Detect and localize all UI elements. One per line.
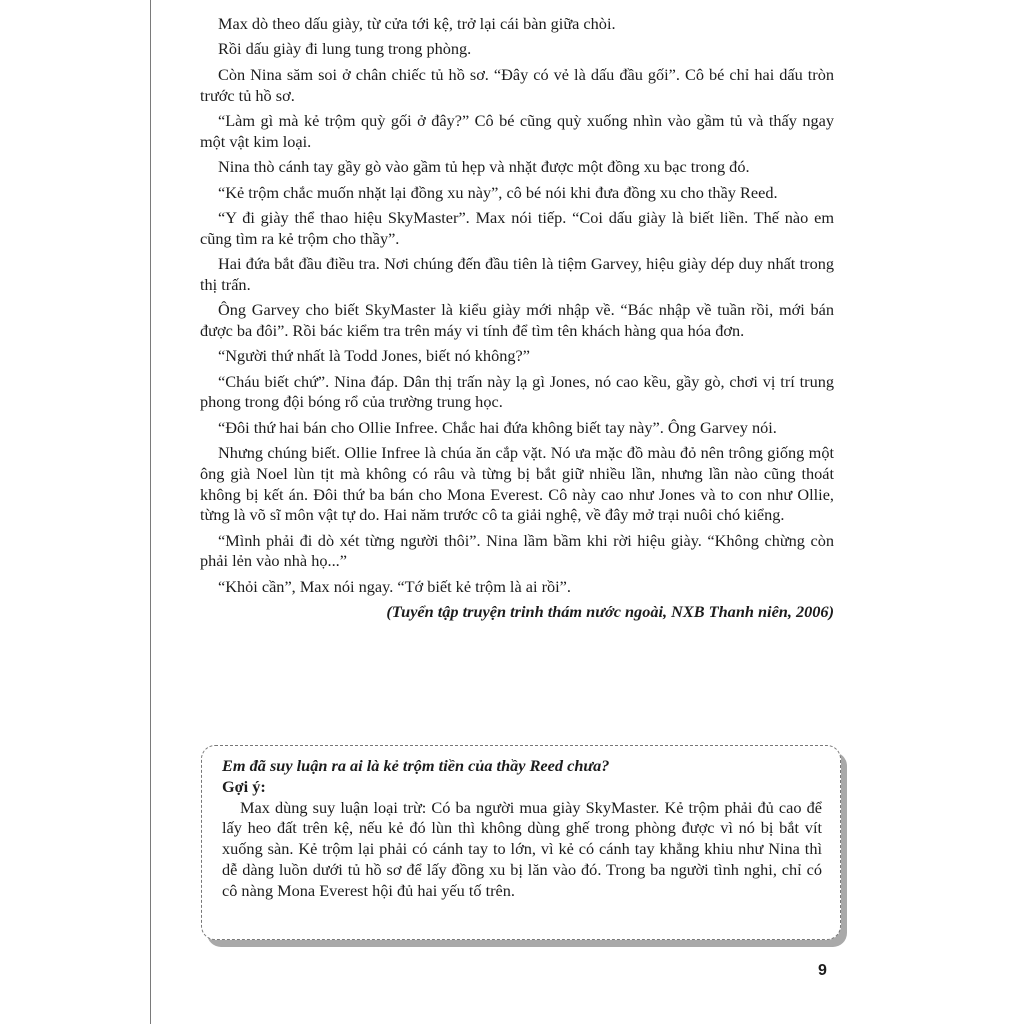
story-paragraph-13: Nhưng chúng biết. Ollie Infree là chúa ăn cắp vặt. Nó ưa mặc đồ màu đỏ nên trông giống một ông già Noel lùn tịt mà không có râu và từng bị bắt giữ nhiều lần, nhưng lần nào cũng thoát không bị kết án. Đôi thứ ba bán cho Mona Everest. Cô này cao như Jones và to con như Ollie, từng là võ sĩ môn vật tự do. Hai năm trước cô ta giải nghệ, về đây mở trại nuôi chó kiểng. [200, 443, 834, 525]
page-number: 9 [818, 962, 827, 979]
story-paragraph-8: Hai đứa bắt đầu điều tra. Nơi chúng đến đầu tiên là tiệm Garvey, hiệu giày dép duy nhất trong thị trấn. [200, 254, 834, 294]
story-paragraph-2: Rồi dấu giày đi lung tung trong phòng. [218, 39, 472, 59]
story-paragraph-6: “Kẻ trộm chắc muốn nhặt lại đồng xu này”, cô bé nói khi đưa đồng xu cho thầy Reed. [218, 182, 778, 202]
hint-body: Max dùng suy luận loại trừ: Có ba người mua giày SkyMaster. Kẻ trộm phải đủ cao để lấy heo đất trên kệ, nếu kẻ đó lùn thì không dùng ghế trong phòng được vì nó bị bắt vít xuống sàn. Kẻ trộm lại phải có cánh tay to lớn, vì kẻ có cánh tay khẳng khiu như Nina thì dễ dàng luồn dưới tủ hồ sơ để lấy đồng xu bị lăn vào đó. Trong ba người tình nghi, chỉ có cô nàng Mona Everest hội đủ hai yếu tố trên. [222, 797, 822, 900]
story-paragraph-14: “Mình phải đi dò xét từng người thôi”. Nina lầm bầm khi rời hiệu giày. “Không chừng còn phải lẻn vào nhà họ...” [200, 530, 834, 571]
story-paragraph-7: “Y đi giày thể thao hiệu SkyMaster”. Max nói tiếp. “Coi dấu giày là biết liền. Thế nào em cũng tìm ra kẻ trộm cho thầy”. [200, 208, 834, 248]
hint-question: Em đã suy luận ra ai là kẻ trộm tiền của thầy Reed chưa? [222, 756, 610, 775]
story-paragraph-11: “Cháu biết chứ”. Nina đáp. Dân thị trấn này lạ gì Jones, nó cao kều, gầy gò, chơi vị trí trung phong trong đội bóng rổ của trường trung học. [200, 371, 834, 412]
story-paragraph-9: Ông Garvey cho biết SkyMaster là kiểu giày mới nhập về. “Bác nhập về tuần rồi, mới bán được ba đôi”. Rồi bác kiểm tra trên máy vi tính để tìm tên khách hàng qua hóa đơn. [200, 300, 834, 340]
story-source-citation: (Tuyển tập truyện trinh thám nước ngoài, NXB Thanh niên, 2006) [386, 602, 834, 622]
page-edge-line [150, 0, 151, 1024]
hint-box [201, 745, 841, 940]
story-paragraph-10: “Người thứ nhất là Todd Jones, biết nó không?” [218, 346, 530, 366]
hint-label: Gợi ý: [222, 776, 266, 796]
story-paragraph-1: Max dò theo dấu giày, từ cửa tới kệ, trở lại cái bàn giữa chòi. [218, 14, 616, 33]
story-text [200, 14, 834, 628]
story-paragraph-12: “Đôi thứ hai bán cho Ollie Infree. Chắc hai đứa không biết tay này”. Ông Garvey nói. [218, 417, 777, 437]
story-paragraph-4: “Làm gì mà kẻ trộm quỳ gối ở đây?” Cô bé cũng quỳ xuống nhìn vào gầm tủ và thấy ngay một vật kim loại. [200, 111, 834, 151]
story-paragraph-15: “Khỏi cần”, Max nói ngay. “Tớ biết kẻ trộm là ai rồi”. [218, 576, 571, 596]
story-paragraph-3: Còn Nina săm soi ở chân chiếc tủ hồ sơ. “Đây có vẻ là dấu đầu gối”. Cô bé chỉ hai dấu tròn trước tủ hồ sơ. [200, 64, 834, 105]
story-paragraph-5: Nina thò cánh tay gầy gò vào gầm tủ hẹp và nhặt được một đồng xu bạc trong đó. [218, 157, 750, 177]
